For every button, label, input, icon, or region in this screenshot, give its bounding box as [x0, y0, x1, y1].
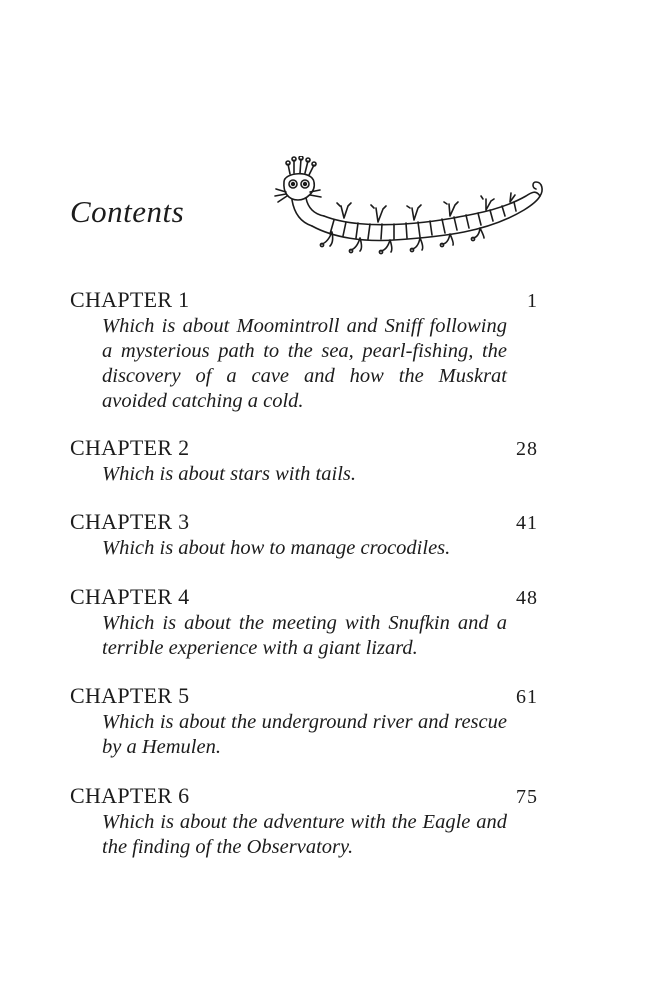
page-number: 61	[516, 686, 538, 708]
page-number: 41	[516, 512, 538, 534]
chapter-label: CHAPTER 2	[70, 435, 190, 460]
toc-entry-chapter-1[interactable]	[70, 287, 540, 414]
chapter-label: CHAPTER 6	[70, 783, 190, 808]
toc-entry-chapter-3[interactable]	[70, 509, 540, 561]
page-number: 75	[516, 786, 538, 808]
table-of-contents	[70, 287, 540, 858]
toc-entry-chapter-2[interactable]	[70, 435, 540, 487]
chapter-label: CHAPTER 4	[70, 584, 190, 609]
chapter-description: Which is about the adventure with the Eagle and the finding of the Observatory.	[102, 811, 507, 858]
chapter-label: CHAPTER 1	[70, 287, 190, 312]
toc-entry-chapter-5[interactable]	[70, 683, 540, 760]
chapter-description: Which is about the underground river and rescue by a Hemulen.	[102, 711, 507, 758]
page-number: 1	[527, 290, 538, 312]
toc-entry-chapter-6[interactable]	[70, 783, 540, 860]
chapter-label: CHAPTER 3	[70, 509, 190, 534]
chapter-description: Which is about stars with tails.	[102, 463, 356, 485]
creature-illustration-icon	[274, 156, 546, 268]
contents-heading: Contents	[70, 194, 185, 229]
page-number: 48	[516, 587, 538, 609]
chapter-description: Which is about how to manage crocodiles.	[102, 537, 451, 559]
toc-entry-chapter-4[interactable]	[70, 584, 540, 661]
chapter-description: Which is about the meeting with Snufkin and a terrible experience with a giant lizard.	[102, 612, 507, 659]
chapter-description: Which is about Moomintroll and Sniff following a mysterious path to the sea, pearl-fishing, the discovery of a cave and how the Muskrat avoided catching a cold.	[102, 315, 507, 412]
chapter-label: CHAPTER 5	[70, 683, 190, 708]
page-number: 28	[516, 438, 538, 460]
